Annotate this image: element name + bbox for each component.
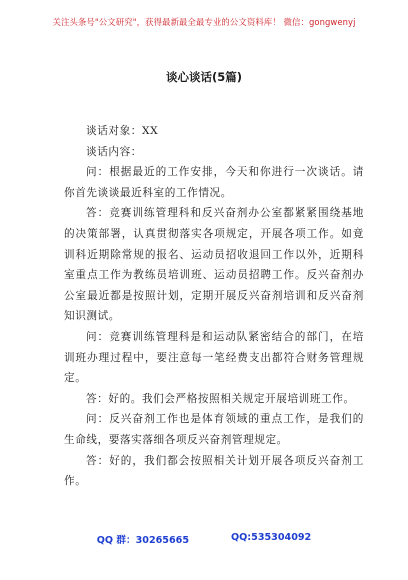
paragraph-answer-1: 答：竞赛训练管理科和反兴奋剂办公室都紧紧围绕基地的决策部署，认真贯彻落实各项规定，开展各项工作。如竟训科近期除常规的报名、运动员招收退回工作以外，近期科室重点工作为教练员培训班、运动员招聘工作。反兴奋剂办公室最近都是按照计划，定期开展反兴奋剂培训和反兴奋剂知识测试。 — [64, 207, 364, 323]
paragraph-answer-2: 答：好的。我们会严格按照相关规定开展培训班工作。 — [86, 392, 355, 405]
page-title: 谈心谈话(5篇) — [165, 70, 242, 84]
footer-qq-group: QQ 群：30265665 — [96, 535, 189, 546]
paragraph-interviewee: 谈话对象：XX — [86, 125, 159, 137]
footer-contacts — [0, 532, 408, 546]
paragraph-question-3: 问：反兴奋剂工作也是体育领域的重点工作，是我们的生命线，要落实落细各项反兴奋剂管理规定。 — [64, 413, 364, 446]
footer-qq: QQ:535304092 — [231, 532, 312, 543]
header-banner — [0, 0, 408, 44]
paragraph-content-label: 谈话内容： — [86, 145, 142, 158]
paragraph-question-1: 问：根据最近的工作安排，今天和你进行一次谈话。请你首先谈谈最近科室的工作情况。 — [64, 166, 364, 199]
paragraph-answer-3: 答：好的，我们都会按照相关计划开展各项反兴奋剂工作。 — [64, 454, 364, 488]
header-banner-text: 关注头条号"公文研究"，获得最新最全最专业的公文资料库！ 微信：gongwenyj — [52, 17, 356, 27]
document-body — [64, 121, 364, 492]
paragraph-question-2: 问：竞赛训练管理科是和运动队紧密结合的部门，在培训班办理过程中，要注意每一笔经费支出都符合财务管理规定。 — [64, 330, 364, 385]
